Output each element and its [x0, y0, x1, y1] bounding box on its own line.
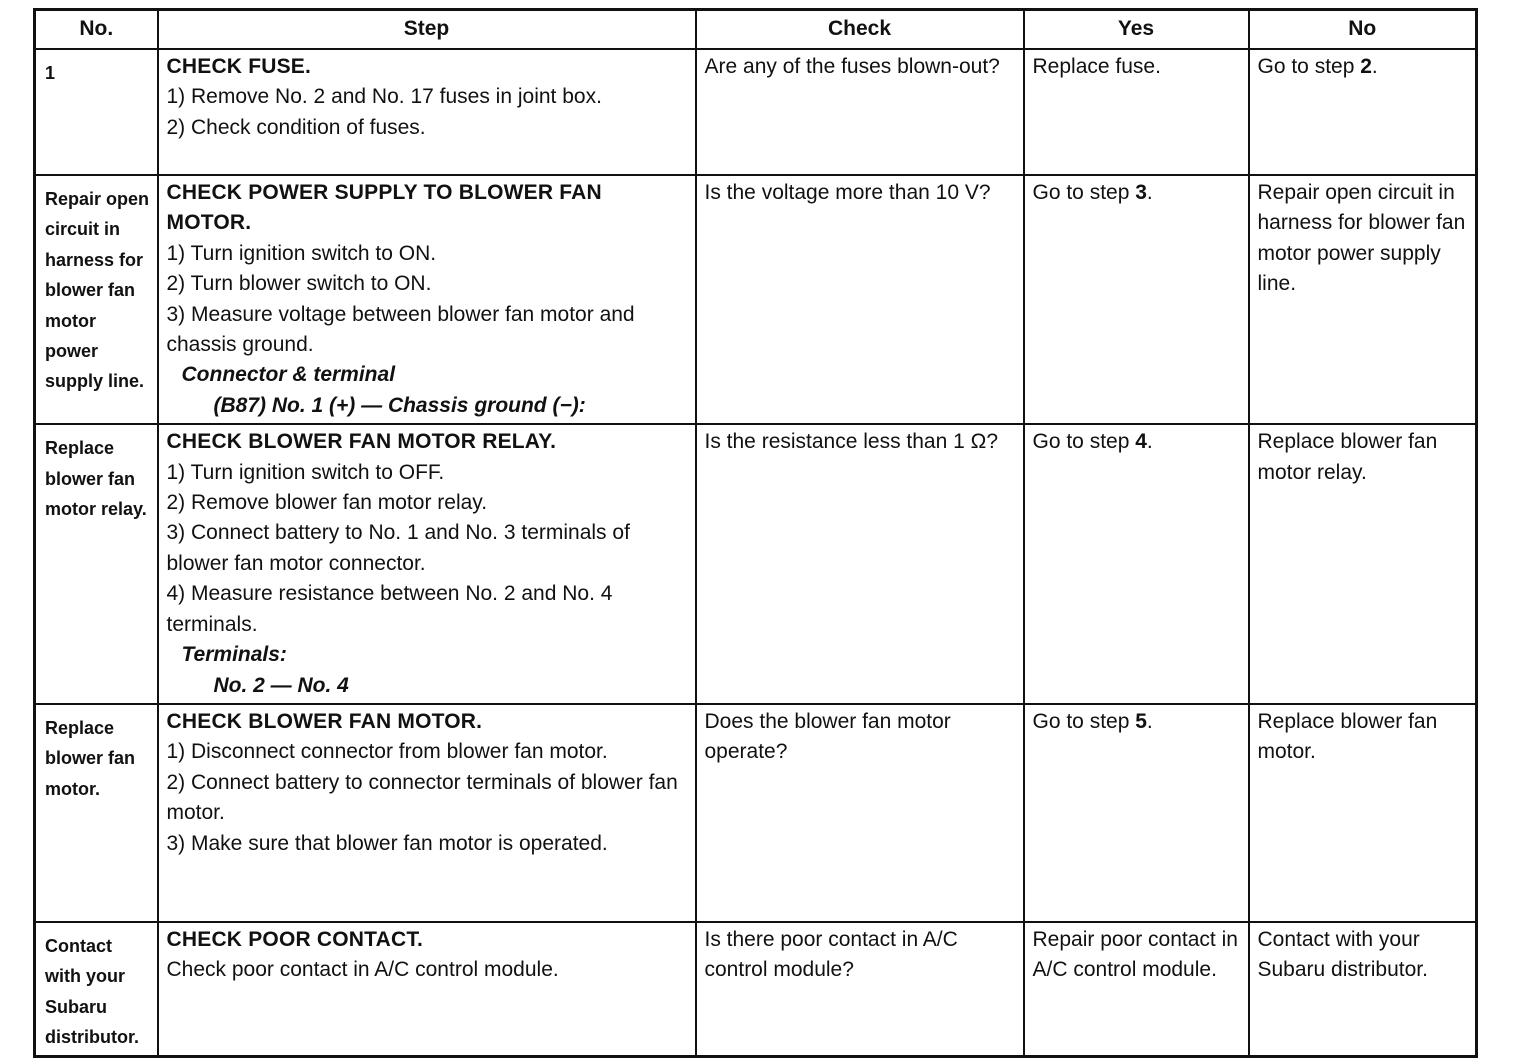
step-cell	[158, 424, 696, 704]
step-instruction: 1) Remove No. 2 and No. 17 fuses in joint box.	[166, 85, 602, 109]
spec-value: No. 2 — No. 4	[213, 673, 349, 697]
step-number: Repair open circuit in harness for blower fan motor power supply line.	[35, 175, 158, 424]
header-step: Step	[158, 10, 696, 50]
step-reference: 4	[1135, 430, 1147, 454]
step-number: 1	[35, 49, 158, 175]
table-row	[35, 922, 1477, 1056]
header-yes: Yes	[1024, 10, 1249, 50]
step-instruction: 2) Turn blower switch to ON.	[166, 272, 432, 296]
spec-label: Connector & terminal	[181, 363, 396, 387]
yes-text: Go to step	[1032, 709, 1136, 733]
step-cell	[158, 704, 696, 922]
step-number: Replace blower fan motor relay.	[35, 424, 158, 704]
spec-label: Terminals:	[181, 643, 287, 667]
troubleshooting-table	[33, 8, 1478, 1058]
check-cell: Is there poor contact in A/C control module?	[696, 922, 1024, 1056]
no-cell: Replace blower fan motor relay.	[1249, 424, 1477, 704]
step-reference: 2	[1360, 55, 1372, 78]
no-text-suffix: .	[1371, 55, 1378, 78]
no-cell: Repair open circuit in harness for blower fan motor power supply line.	[1249, 175, 1477, 424]
no-cell	[1249, 49, 1477, 175]
check-cell: Are any of the fuses blown-out?	[696, 49, 1024, 175]
step-reference: 5	[1135, 709, 1147, 733]
yes-text: Go to step	[1032, 181, 1136, 204]
header-no-result: No	[1249, 10, 1477, 50]
step-cell	[158, 49, 696, 175]
step-instruction: 2) Remove blower fan motor relay.	[166, 491, 488, 515]
step-instruction: 3) Measure voltage between blower fan motor and chassis ground.	[166, 302, 635, 357]
yes-cell	[1024, 424, 1249, 704]
check-cell: Is the resistance less than 1 Ω?	[696, 424, 1024, 704]
step-title: CHECK FUSE.	[166, 55, 312, 78]
step-number: Contact with your Subaru distributor.	[35, 922, 158, 1056]
step-instruction: 1) Turn ignition switch to ON.	[166, 241, 437, 265]
step-instruction: 3) Make sure that blower fan motor is operated.	[166, 831, 608, 855]
yes-cell	[1024, 704, 1249, 922]
table-row	[35, 704, 1477, 922]
yes-text: Go to step	[1032, 430, 1136, 454]
yes-text-suffix: .	[1146, 709, 1153, 733]
step-reference: 3	[1135, 181, 1147, 204]
step-instruction: 1) Disconnect connector from blower fan motor.	[166, 740, 608, 764]
table-row	[35, 175, 1477, 424]
yes-cell: Repair poor contact in A/C control module.	[1024, 922, 1249, 1056]
step-instruction: 4) Measure resistance between No. 2 and No. 4 terminals.	[166, 582, 613, 636]
yes-cell	[1024, 175, 1249, 424]
no-cell: Contact with your Subaru distributor.	[1249, 922, 1477, 1056]
step-title: CHECK POOR CONTACT.	[166, 927, 424, 951]
yes-text-suffix: .	[1146, 181, 1153, 204]
step-title: CHECK BLOWER FAN MOTOR.	[166, 709, 483, 733]
step-number: Replace blower fan motor.	[35, 704, 158, 922]
step-instruction: 3) Connect battery to No. 1 and No. 3 terminals of blower fan motor connector.	[166, 521, 630, 575]
header-check: Check	[696, 10, 1024, 50]
step-title: CHECK BLOWER FAN MOTOR RELAY.	[166, 430, 557, 454]
step-instruction: 1) Turn ignition switch to OFF.	[166, 460, 445, 484]
no-text: Go to step	[1257, 55, 1361, 78]
step-instruction: Check poor contact in A/C control module.	[166, 958, 559, 982]
check-cell: Is the voltage more than 10 V?	[696, 175, 1024, 424]
spec-value: (B87) No. 1 (+) — Chassis ground (−):	[213, 393, 586, 417]
table-row	[35, 424, 1477, 704]
table-header-row	[35, 10, 1477, 50]
no-cell: Replace blower fan motor.	[1249, 704, 1477, 922]
step-cell	[158, 922, 696, 1056]
step-cell	[158, 175, 696, 424]
step-title: CHECK POWER SUPPLY TO BLOWER FAN MOTOR.	[166, 181, 602, 235]
step-instruction: 2) Check condition of fuses.	[166, 115, 426, 139]
table-row	[35, 49, 1477, 175]
yes-cell: Replace fuse.	[1024, 49, 1249, 175]
step-instruction: 2) Connect battery to connector terminals of blower fan motor.	[166, 770, 678, 825]
check-cell: Does the blower fan motor operate?	[696, 704, 1024, 922]
header-no: No.	[35, 10, 158, 50]
yes-text-suffix: .	[1146, 430, 1153, 454]
